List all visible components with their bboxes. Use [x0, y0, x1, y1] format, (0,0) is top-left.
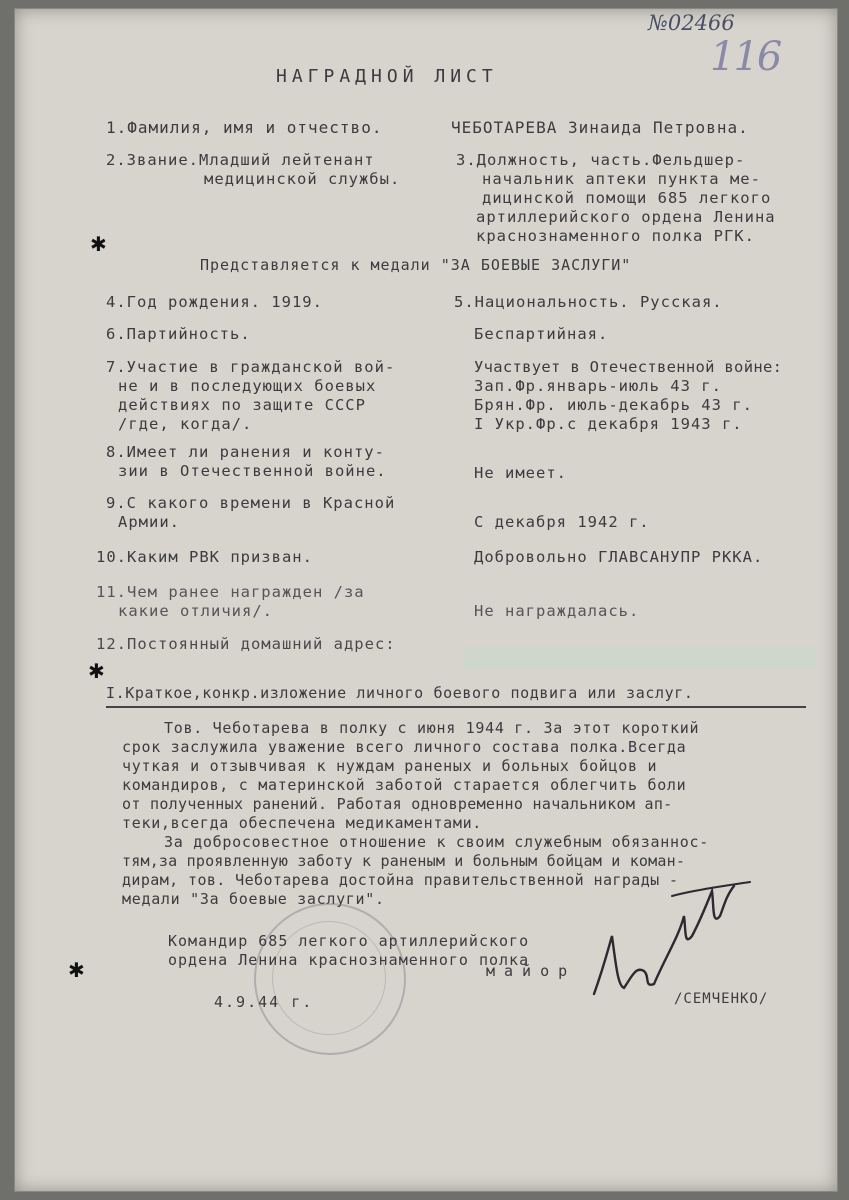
signature-line-1: Командир 685 легкого артиллерийского: [168, 932, 530, 950]
body-line-8: тям,за проявленную заботу к раненым и больным бойцам и коман-: [122, 852, 686, 870]
field-7-label-line-1: 7.Участие в гражданской вой-: [106, 358, 396, 376]
binding-hole-mark: ✱: [90, 232, 107, 256]
field-12-label: 12.Постоянный домашний адрес:: [96, 635, 396, 653]
field-2-label-line-2: медицинской службы.: [204, 170, 401, 188]
handwritten-signature: [574, 876, 764, 1006]
award-sheet: [14, 8, 838, 1192]
field-6-value: Беспартийная.: [474, 325, 609, 343]
presented-for-medal: Представляется к медали "ЗА БОЕВЫЕ ЗАСЛУГИ": [200, 256, 632, 274]
section-underline: [106, 706, 806, 708]
field-7-label-line-4: /где, когда/.: [118, 415, 253, 433]
body-line-1: Тов. Чеботарева в полку с июня 1944 г. За этот короткий: [164, 719, 700, 737]
field-3-line-2: начальник аптеки пункта ме-: [482, 170, 761, 188]
binding-hole-mark: ✱: [68, 958, 85, 982]
field-10-value: Добровольно ГЛАВСАНУПР РККА.: [474, 548, 764, 566]
field-1-label: 1.Фамилия, имя и отчество.: [106, 118, 383, 137]
field-9-label-line-2: Армии.: [118, 513, 180, 531]
field-6-label: 6.Партийность.: [106, 325, 251, 343]
binding-hole-mark: ✱: [88, 659, 105, 683]
field-7-value-line-1: Участвует в Отечественной войне:: [474, 358, 783, 376]
field-3-line-1: 3.Должность, часть.Фельдшер-: [456, 151, 746, 169]
redacted-address: [464, 646, 816, 670]
section-heading: I.Краткое,конкр.изложение личного боевого подвига или заслуг.: [106, 684, 694, 702]
signature-date: 4.9.44 г.: [214, 993, 314, 1011]
field-7-value-line-4: I Укр.Фр.с декабря 1943 г.: [474, 415, 743, 433]
body-line-6: теки,всегда обеспечена медикаментами.: [122, 814, 483, 832]
signature-line-2: ордена Ленина краснознаменного полка: [168, 951, 530, 969]
document-title: НАГРАДНОЙ ЛИСТ: [276, 66, 498, 87]
field-1-value: ЧЕБОТАРЕВА Зинаида Петровна.: [451, 118, 749, 137]
field-7-label-line-2: не и в последующих боевых: [118, 377, 377, 395]
body-line-7: За добросовестное отношение к своим служебным обязаннос-: [164, 833, 709, 851]
field-2-label-line-1: 2.Звание.Младший лейтенант: [106, 151, 375, 169]
field-9-label-line-1: 9.С какого времени в Красной: [106, 494, 396, 512]
field-11-value: Не награждалась.: [474, 602, 640, 620]
field-10-label: 10.Каким РВК призван.: [96, 548, 313, 566]
field-7-value-line-3: Брян.Фр. июль-декабрь 43 г.: [474, 396, 753, 414]
body-line-10: медали "За боевые заслуги".: [122, 890, 385, 908]
field-4-birth-year: 4.Год рождения. 1919.: [106, 293, 323, 311]
field-3-line-3: дицинской помощи 685 легкого: [482, 189, 772, 207]
signature-rank: майор: [486, 962, 577, 980]
field-11-label-line-2: какие отличия/.: [118, 602, 273, 620]
body-line-3: чуткая и отзывчивая к нуждам раненых и больных бойцов и: [122, 757, 658, 775]
field-7-value-line-2: Зап.Фр.январь-июль 43 г.: [474, 377, 722, 395]
folio-number: 116: [710, 34, 781, 80]
body-line-5: от полученных ранений. Работая одновременно начальником ап-: [122, 795, 673, 813]
field-5-nationality: 5.Национальность. Русская.: [454, 293, 723, 311]
archive-number: №02466: [648, 11, 735, 35]
field-9-value: С декабря 1942 г.: [474, 513, 650, 531]
field-8-value: Не имеет.: [474, 464, 567, 482]
field-8-label-line-1: 8.Имеет ли ранения и конту-: [106, 443, 385, 461]
field-3-line-5: краснознаменного полка РГК.: [476, 227, 755, 245]
field-3-line-4: артиллерийского ордена Ленина: [476, 208, 776, 226]
body-line-2: срок заслужила уважение всего личного состава полка.Всегда: [122, 738, 687, 756]
field-11-label-line-1: 11.Чем ранее награжден /за: [96, 583, 365, 601]
field-7-label-line-3: действиях по защите СССР: [118, 396, 366, 414]
field-8-label-line-2: зии в Отечественной войне.: [118, 462, 387, 480]
body-line-4: командиров, с материнской заботой старается облегчить боли: [122, 776, 687, 794]
body-line-9: дирам, тов. Чеботарева достойна правительственной награды -: [122, 871, 679, 889]
signature-name: /СЕМЧЕНКО/: [674, 991, 769, 1007]
